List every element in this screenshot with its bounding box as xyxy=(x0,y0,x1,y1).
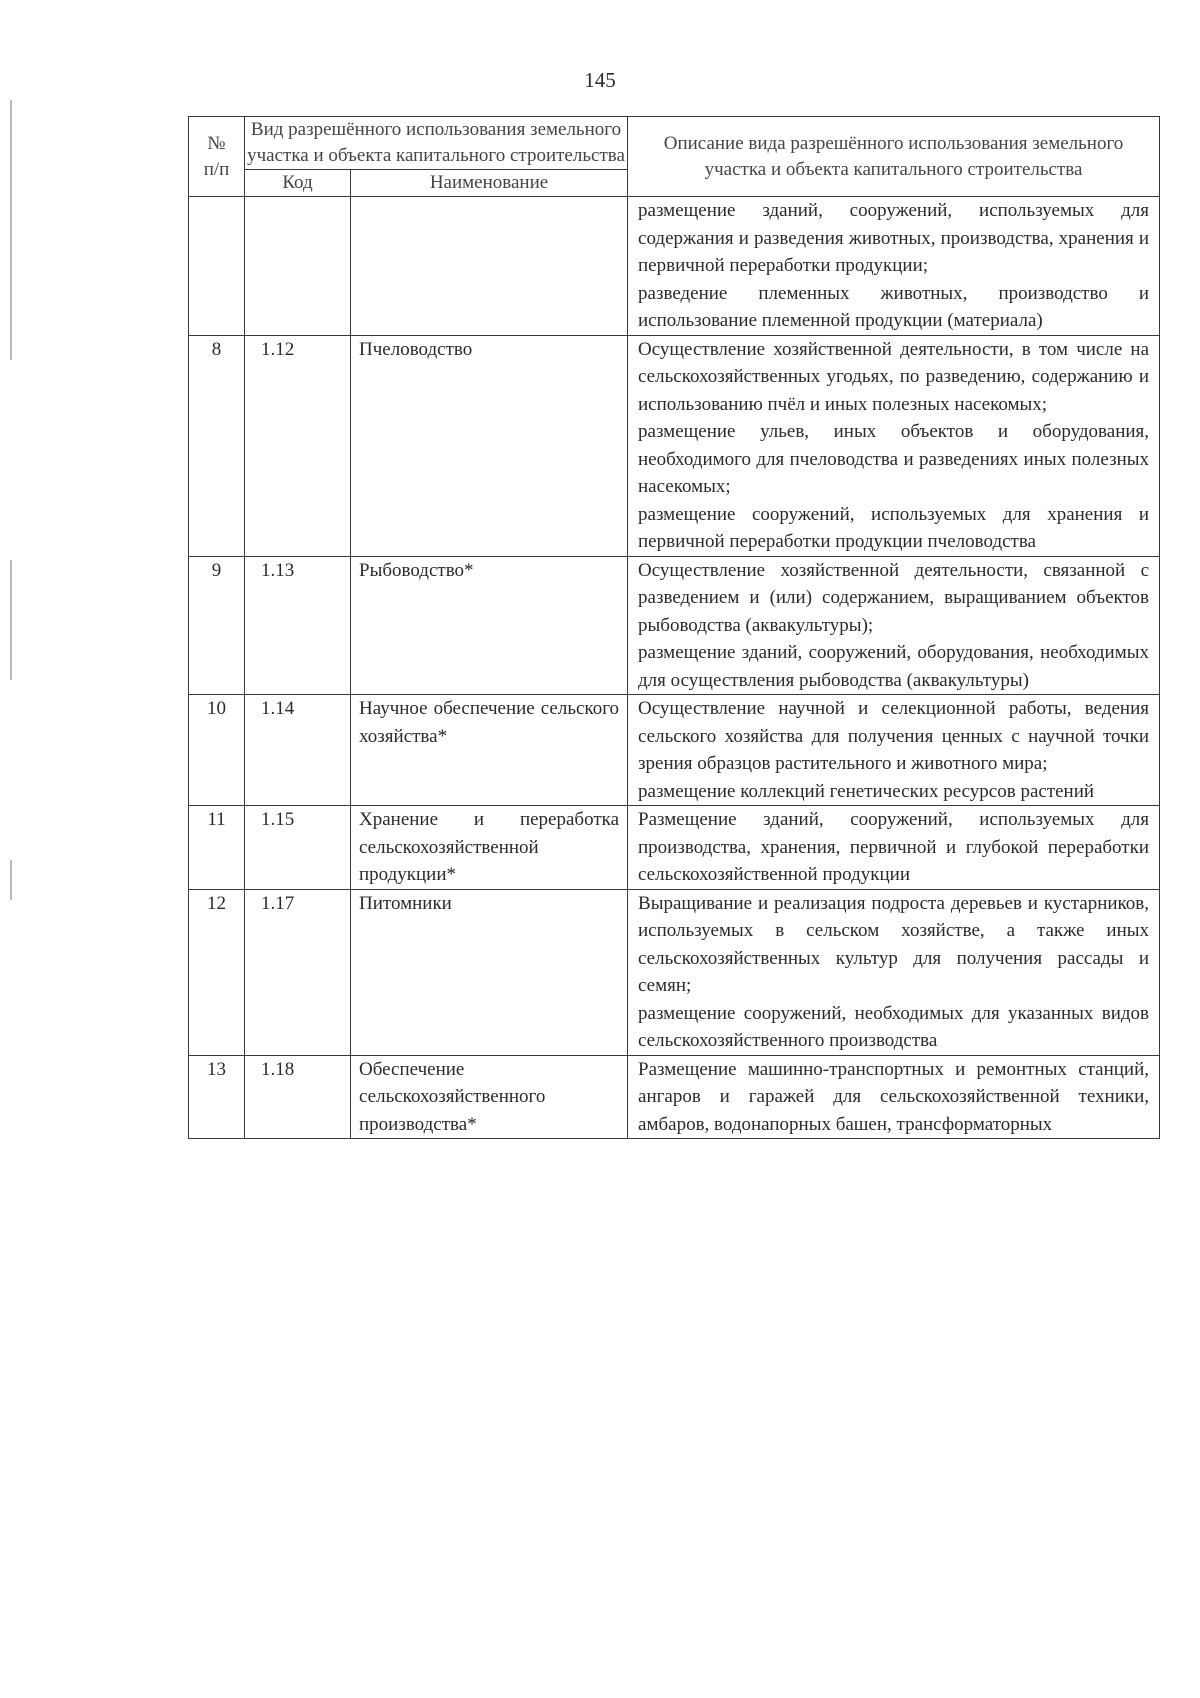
row-number: 9 xyxy=(189,556,245,695)
table-row xyxy=(189,556,1160,695)
row-code: 1.13 xyxy=(245,556,351,695)
row-number xyxy=(189,197,245,336)
description-paragraph: размещение зданий, сооружений, используемых для содержания и разведения животных, производства, хранения и первичной переработки продукции; xyxy=(638,200,1150,276)
row-description xyxy=(628,1055,1160,1139)
description-paragraph: размещение сооружений, необходимых для указанных видов сельскохозяйственного производства xyxy=(638,1002,1150,1051)
row-description xyxy=(628,889,1160,1055)
header-number: № п/п xyxy=(189,117,245,197)
row-code xyxy=(245,197,351,336)
table-header xyxy=(189,117,1160,197)
row-name: Обеспечение сельскохозяйственного производства* xyxy=(351,1055,628,1139)
row-code: 1.18 xyxy=(245,1055,351,1139)
header-description: Описание вида разрешённого использования земельного участка и объекта капитального строительства xyxy=(628,117,1160,197)
scan-margin-mark xyxy=(10,860,12,900)
row-description xyxy=(628,197,1160,336)
row-code: 1.12 xyxy=(245,335,351,556)
row-code: 1.15 xyxy=(245,806,351,890)
row-number: 13 xyxy=(189,1055,245,1139)
description-paragraph: Размещение зданий, сооружений, используемых для производства, хранения, первичной и глубокой переработки сельскохозяйственной продукции xyxy=(638,809,1150,885)
row-name: Научное обеспечение сельского хозяйства* xyxy=(351,695,628,806)
land-use-table xyxy=(188,116,1160,1139)
row-number: 10 xyxy=(189,695,245,806)
scan-margin-mark xyxy=(10,560,12,680)
row-name: Питомники xyxy=(351,889,628,1055)
table-row xyxy=(189,197,1160,336)
header-code: Код xyxy=(245,170,351,197)
description-paragraph: Осуществление хозяйственной деятельности, в том числе на сельскохозяйственных угодьях, по разведению, содержанию и использованию пчёл и иных полезных насекомых; xyxy=(638,338,1150,415)
description-paragraph: размещение коллекций генетических ресурсов растений xyxy=(638,780,1095,802)
page-number: 145 xyxy=(584,68,616,92)
row-number: 8 xyxy=(189,335,245,556)
description-paragraph: размещение сооружений, используемых для хранения и первичной переработки продукции пчеловодства xyxy=(638,503,1150,552)
header-name: Наименование xyxy=(351,170,628,197)
row-description xyxy=(628,556,1160,695)
row-code: 1.17 xyxy=(245,889,351,1055)
table-row xyxy=(189,889,1160,1055)
row-name: Пчеловодство xyxy=(351,335,628,556)
table-row xyxy=(189,806,1160,890)
table-row xyxy=(189,335,1160,556)
row-code: 1.14 xyxy=(245,695,351,806)
description-paragraph: Осуществление научной и селекционной работы, ведения сельского хозяйства для получения ценных с научной точки зрения образцов растительного и животного мира; xyxy=(638,698,1150,774)
row-description xyxy=(628,335,1160,556)
description-paragraph: размещение зданий, сооружений, оборудования, необходимых для осуществления рыбоводства (аквакультуры) xyxy=(638,642,1150,691)
header-land-use-type: Вид разрешённого использования земельного участка и объекта капитального строительства xyxy=(245,117,628,170)
description-paragraph: Размещение машинно-транспортных и ремонтных станций, ангаров и гаражей для сельскохозяйственной техники, амбаров, водонапорных башен, трансформаторных xyxy=(638,1058,1150,1135)
table-row xyxy=(189,695,1160,806)
description-paragraph: Осуществление хозяйственной деятельности, связанной с разведением и (или) содержанием, выращиванием объектов рыбоводства (аквакультуры); xyxy=(638,559,1150,636)
row-number: 12 xyxy=(189,889,245,1055)
row-description xyxy=(628,806,1160,890)
description-paragraph: размещение ульев, иных объектов и оборудования, необходимого для пчеловодства и разведениях иных полезных насекомых; xyxy=(638,421,1150,497)
table-row xyxy=(189,1055,1160,1139)
table-body xyxy=(189,197,1160,1139)
row-description xyxy=(628,695,1160,806)
row-number: 11 xyxy=(189,806,245,890)
description-paragraph: разведение племенных животных, производство и использование племенной продукции (материала) xyxy=(638,282,1150,331)
description-paragraph: Выращивание и реализация подроста деревьев и кустарников, используемых в сельском хозяйстве, а также иных сельскохозяйственных культур для получения рассады и семян; xyxy=(638,892,1150,996)
row-name: Рыбоводство* xyxy=(351,556,628,695)
scan-margin-mark xyxy=(10,100,12,360)
row-name: Хранение и переработка сельскохозяйственной продукции* xyxy=(351,806,628,890)
row-name xyxy=(351,197,628,336)
